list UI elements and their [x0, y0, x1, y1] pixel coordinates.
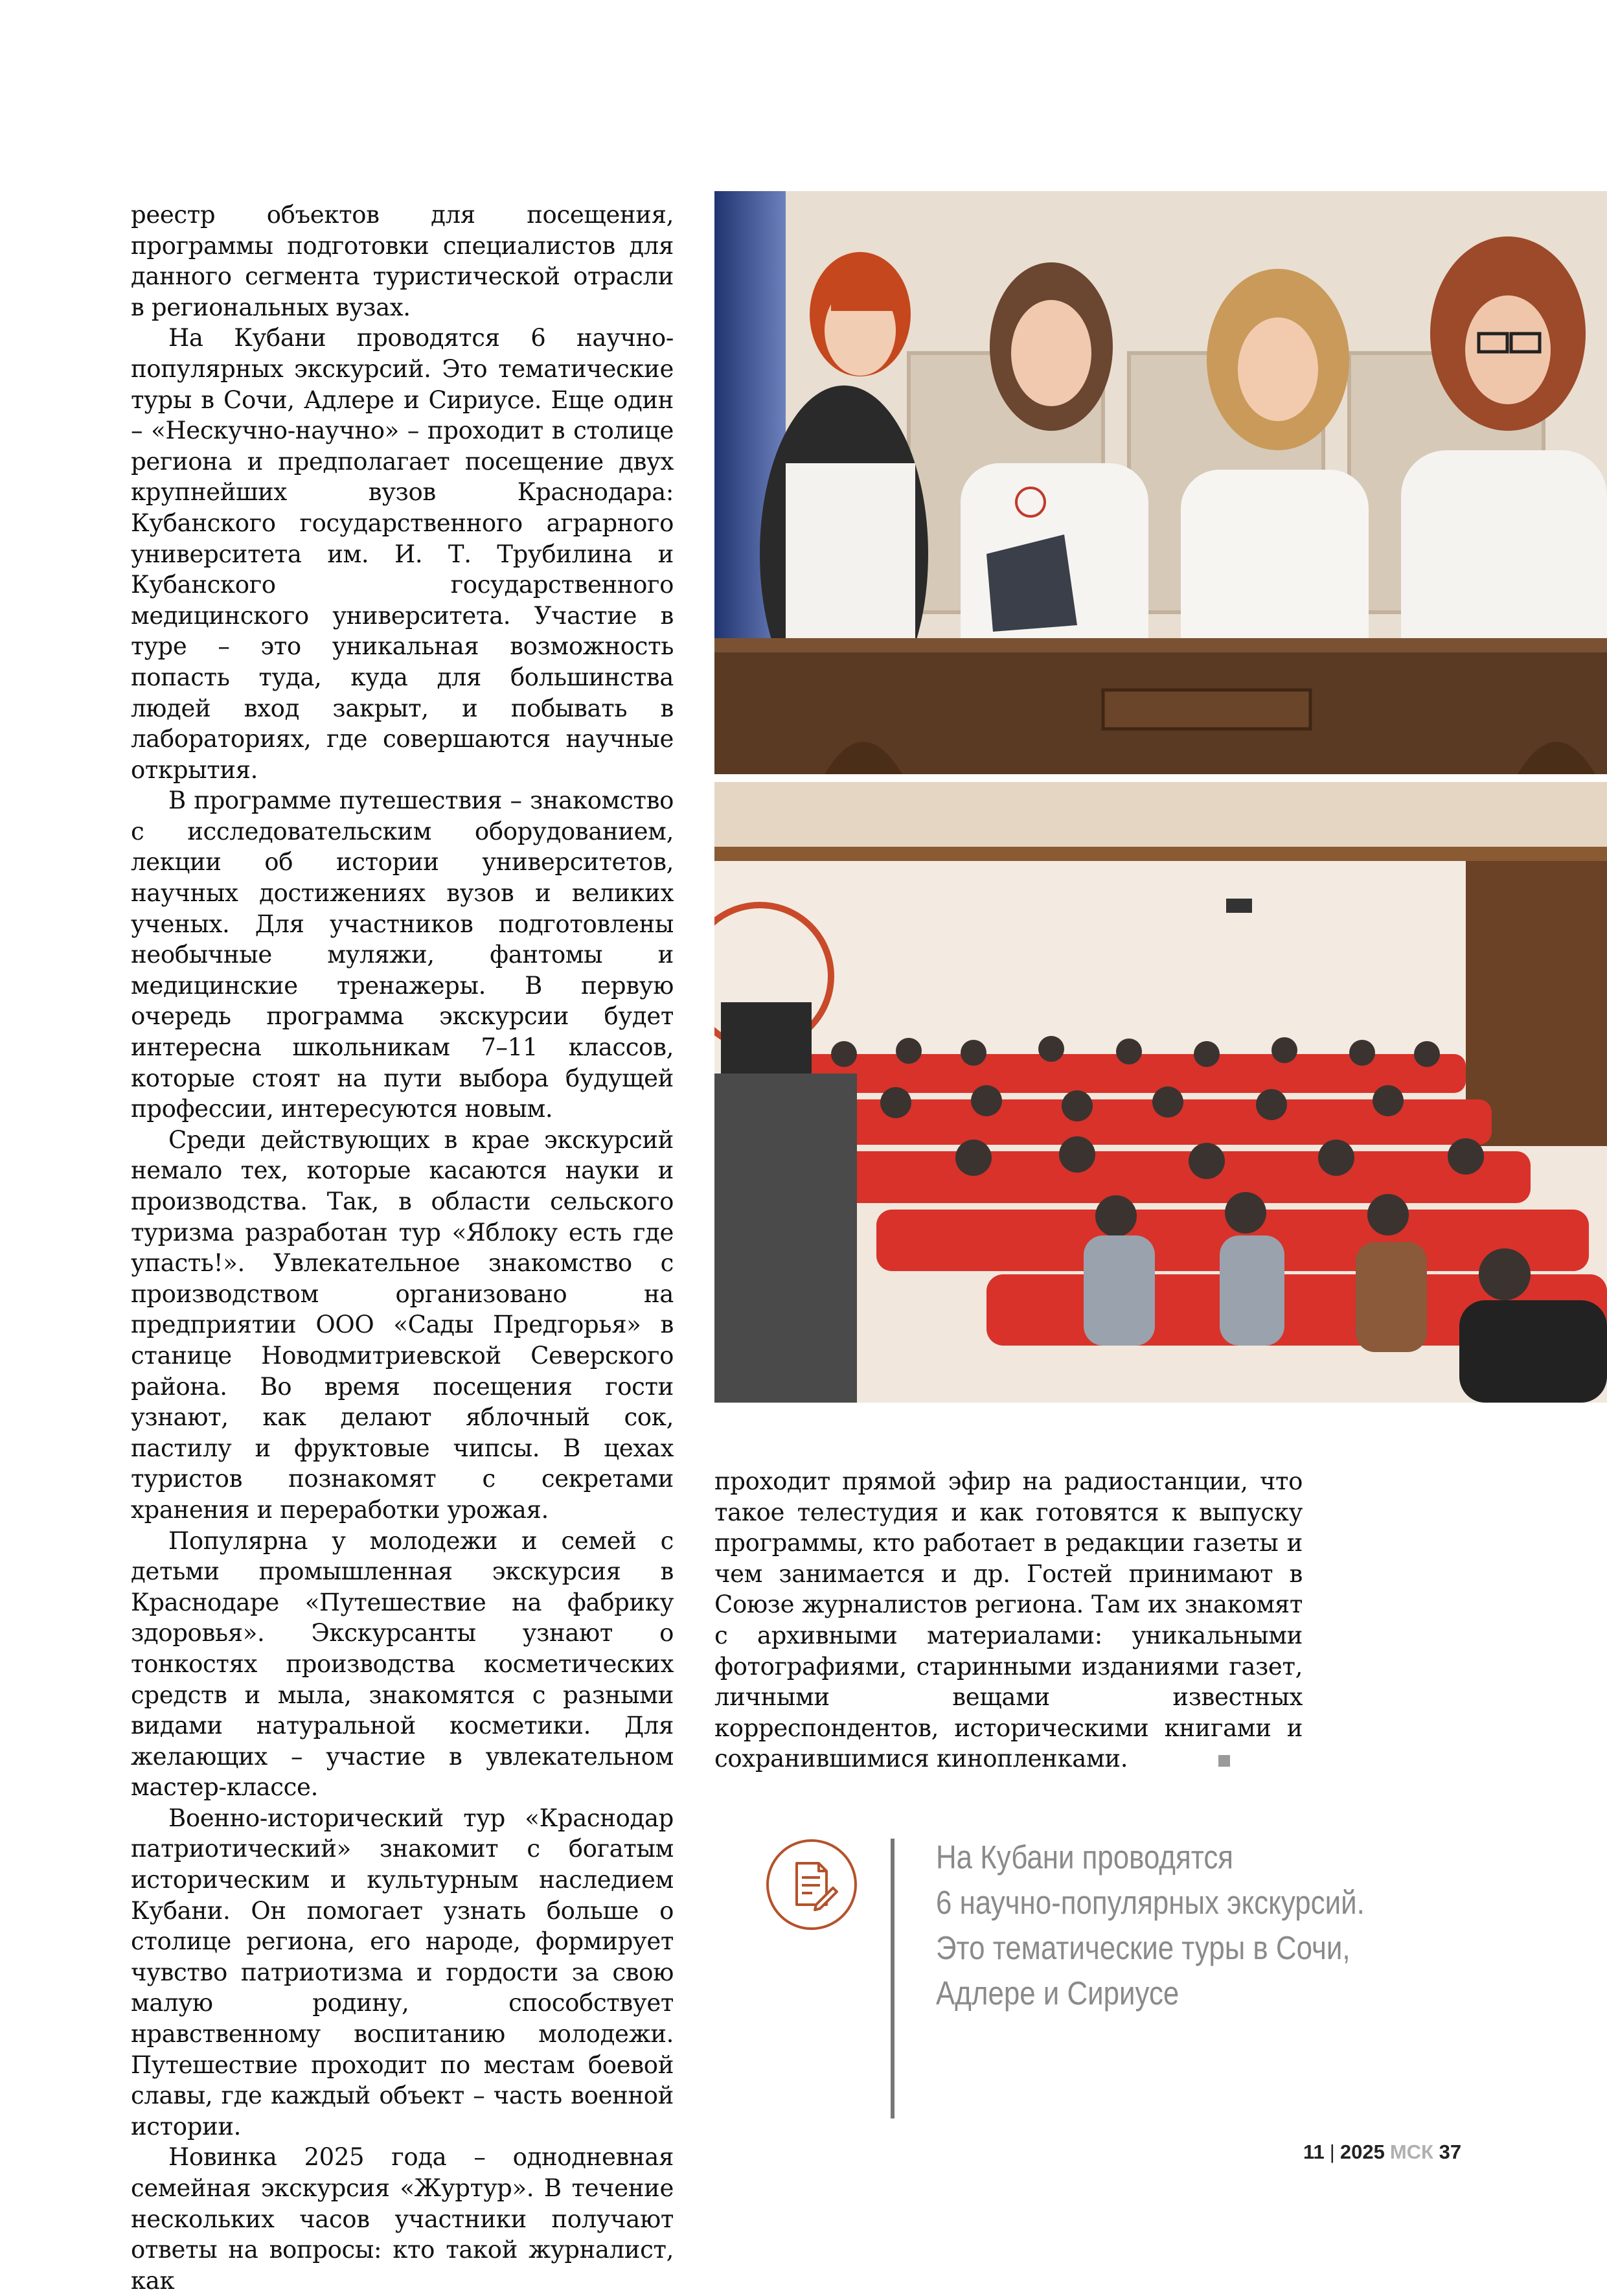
page-number: 37: [1439, 2141, 1462, 2163]
paragraph: Популярна у молодежи и семей с детьми промышленная экскурсия в Краснодаре «Путешествие на фабрику здоровья». Экскурсанты узнают о тонкостях производства косметических средств и мыла, знакомятся с разными видами натуральной косметики. Для желающих – участие в увлекательном мастер-классе.: [131, 1526, 674, 1802]
paragraph: Военно-исторический тур «Краснодар патриотический» знакомит с богатым историческим и культурным наследием Кубани. Он помогает узнать больше о столице региона, его народе, формирует чувство патриотизма и гордости за свою малую родину, способствует нравственному воспитанию молодежи. Путешествие проходит по местам боевой славы, где каждый объект – часть военной истории.: [131, 1804, 674, 2141]
pull-quote: [936, 1835, 1437, 2016]
paragraph-text: проходит прямой эфир на радиостанции, что такое телестудия и как готовятся к выпуску программы, кто работает в редакции газеты и чем занимается и др. Гостей принимают в Союзе журналистов региона. Там их знакомят с архивными материалами: уникальными фотографиями, старинными изданиями газет, личными вещами известных корреспондентов, историческими книгами и сохранившимися кинопленками.: [714, 1467, 1303, 1773]
issue-year: 2025: [1339, 2141, 1385, 2163]
document-pen-icon: [764, 1837, 859, 1932]
quote-divider: [891, 1839, 895, 2118]
page-folio: [1303, 2141, 1461, 2164]
paragraph: [714, 1466, 1303, 1774]
magazine-brand: МСК: [1389, 2141, 1433, 2163]
pull-quote-line: На Кубани проводятся: [936, 1839, 1234, 1876]
end-of-article-mark: [1218, 1755, 1230, 1767]
paragraph: Среди действующих в крае экскурсий немало тех, которые касаются науки и производства. Так, в области сельского туризма разработан тур «Яблоку есть где упасть!». Увлекательное знакомство с производством организовано на предприятии ООО «Сады Предгорья» в станице Новодмитриевской Северского района. Во время посещения гости узнают, как делают яблочный сок, пастилу и фруктовые чипсы. В цехах туристов познакомят с секретами хранения и переработки урожая.: [131, 1125, 674, 1524]
article-right-column: [714, 1466, 1303, 1774]
photo-students-at-desk: [714, 191, 1607, 774]
photo-students-illustration: [714, 191, 1607, 774]
pull-quote-line: Адлере и Сириусе: [936, 1975, 1180, 2012]
paragraph: Новинка 2025 года – однодневная семейная экскурсия «Журтур». В течение нескольких часов участники получают ответы на вопросы: кто такой журналист, как: [131, 2143, 674, 2295]
pull-quote-line: 6 научно-популярных экскурсий.: [936, 1884, 1365, 1921]
paragraph: В программе путешествия – знакомство с исследовательским оборудованием, лекции об истории университетов, научных достижениях вузов и великих ученых. Для участников подготовлены необычные муляжи, фантомы и медицинские тренажеры. В первую очередь программа экскурсии будет интересна школьникам 7–11 классов, которые стоят на пути выбора будущей профессии, интересуются новым.: [131, 786, 674, 1123]
pull-quote-line: Это тематические туры в Сочи,: [936, 1929, 1351, 1966]
photo-auditorium-illustration: [714, 782, 1607, 1403]
paragraph: На Кубани проводятся 6 научно-популярных экскурсий. Это тематические туры в Сочи, Адлере и Сириусе. Еще один – «Нескучно-научно» – проходит в столице региона и предполагает посещение двух крупнейших вузов Краснодара: Кубанского государственного аграрного университета им. И. Т. Трубилина и Кубанского государственного медицинского университета. Участие в туре – это уникальная возможность попасть туда, куда для большинства людей вход закрыт, и побывать в лабораториях, где совершаются научные открытия.: [131, 324, 674, 784]
paragraph: реестр объектов для посещения, программы подготовки специалистов для данного сегмента туристической отрасли в региональных вузах.: [131, 201, 674, 321]
article-left-column: [131, 200, 674, 2296]
folio-separator: |: [1329, 2141, 1335, 2163]
photo-auditorium-audience: [714, 782, 1607, 1403]
issue-number: 11: [1303, 2141, 1325, 2163]
